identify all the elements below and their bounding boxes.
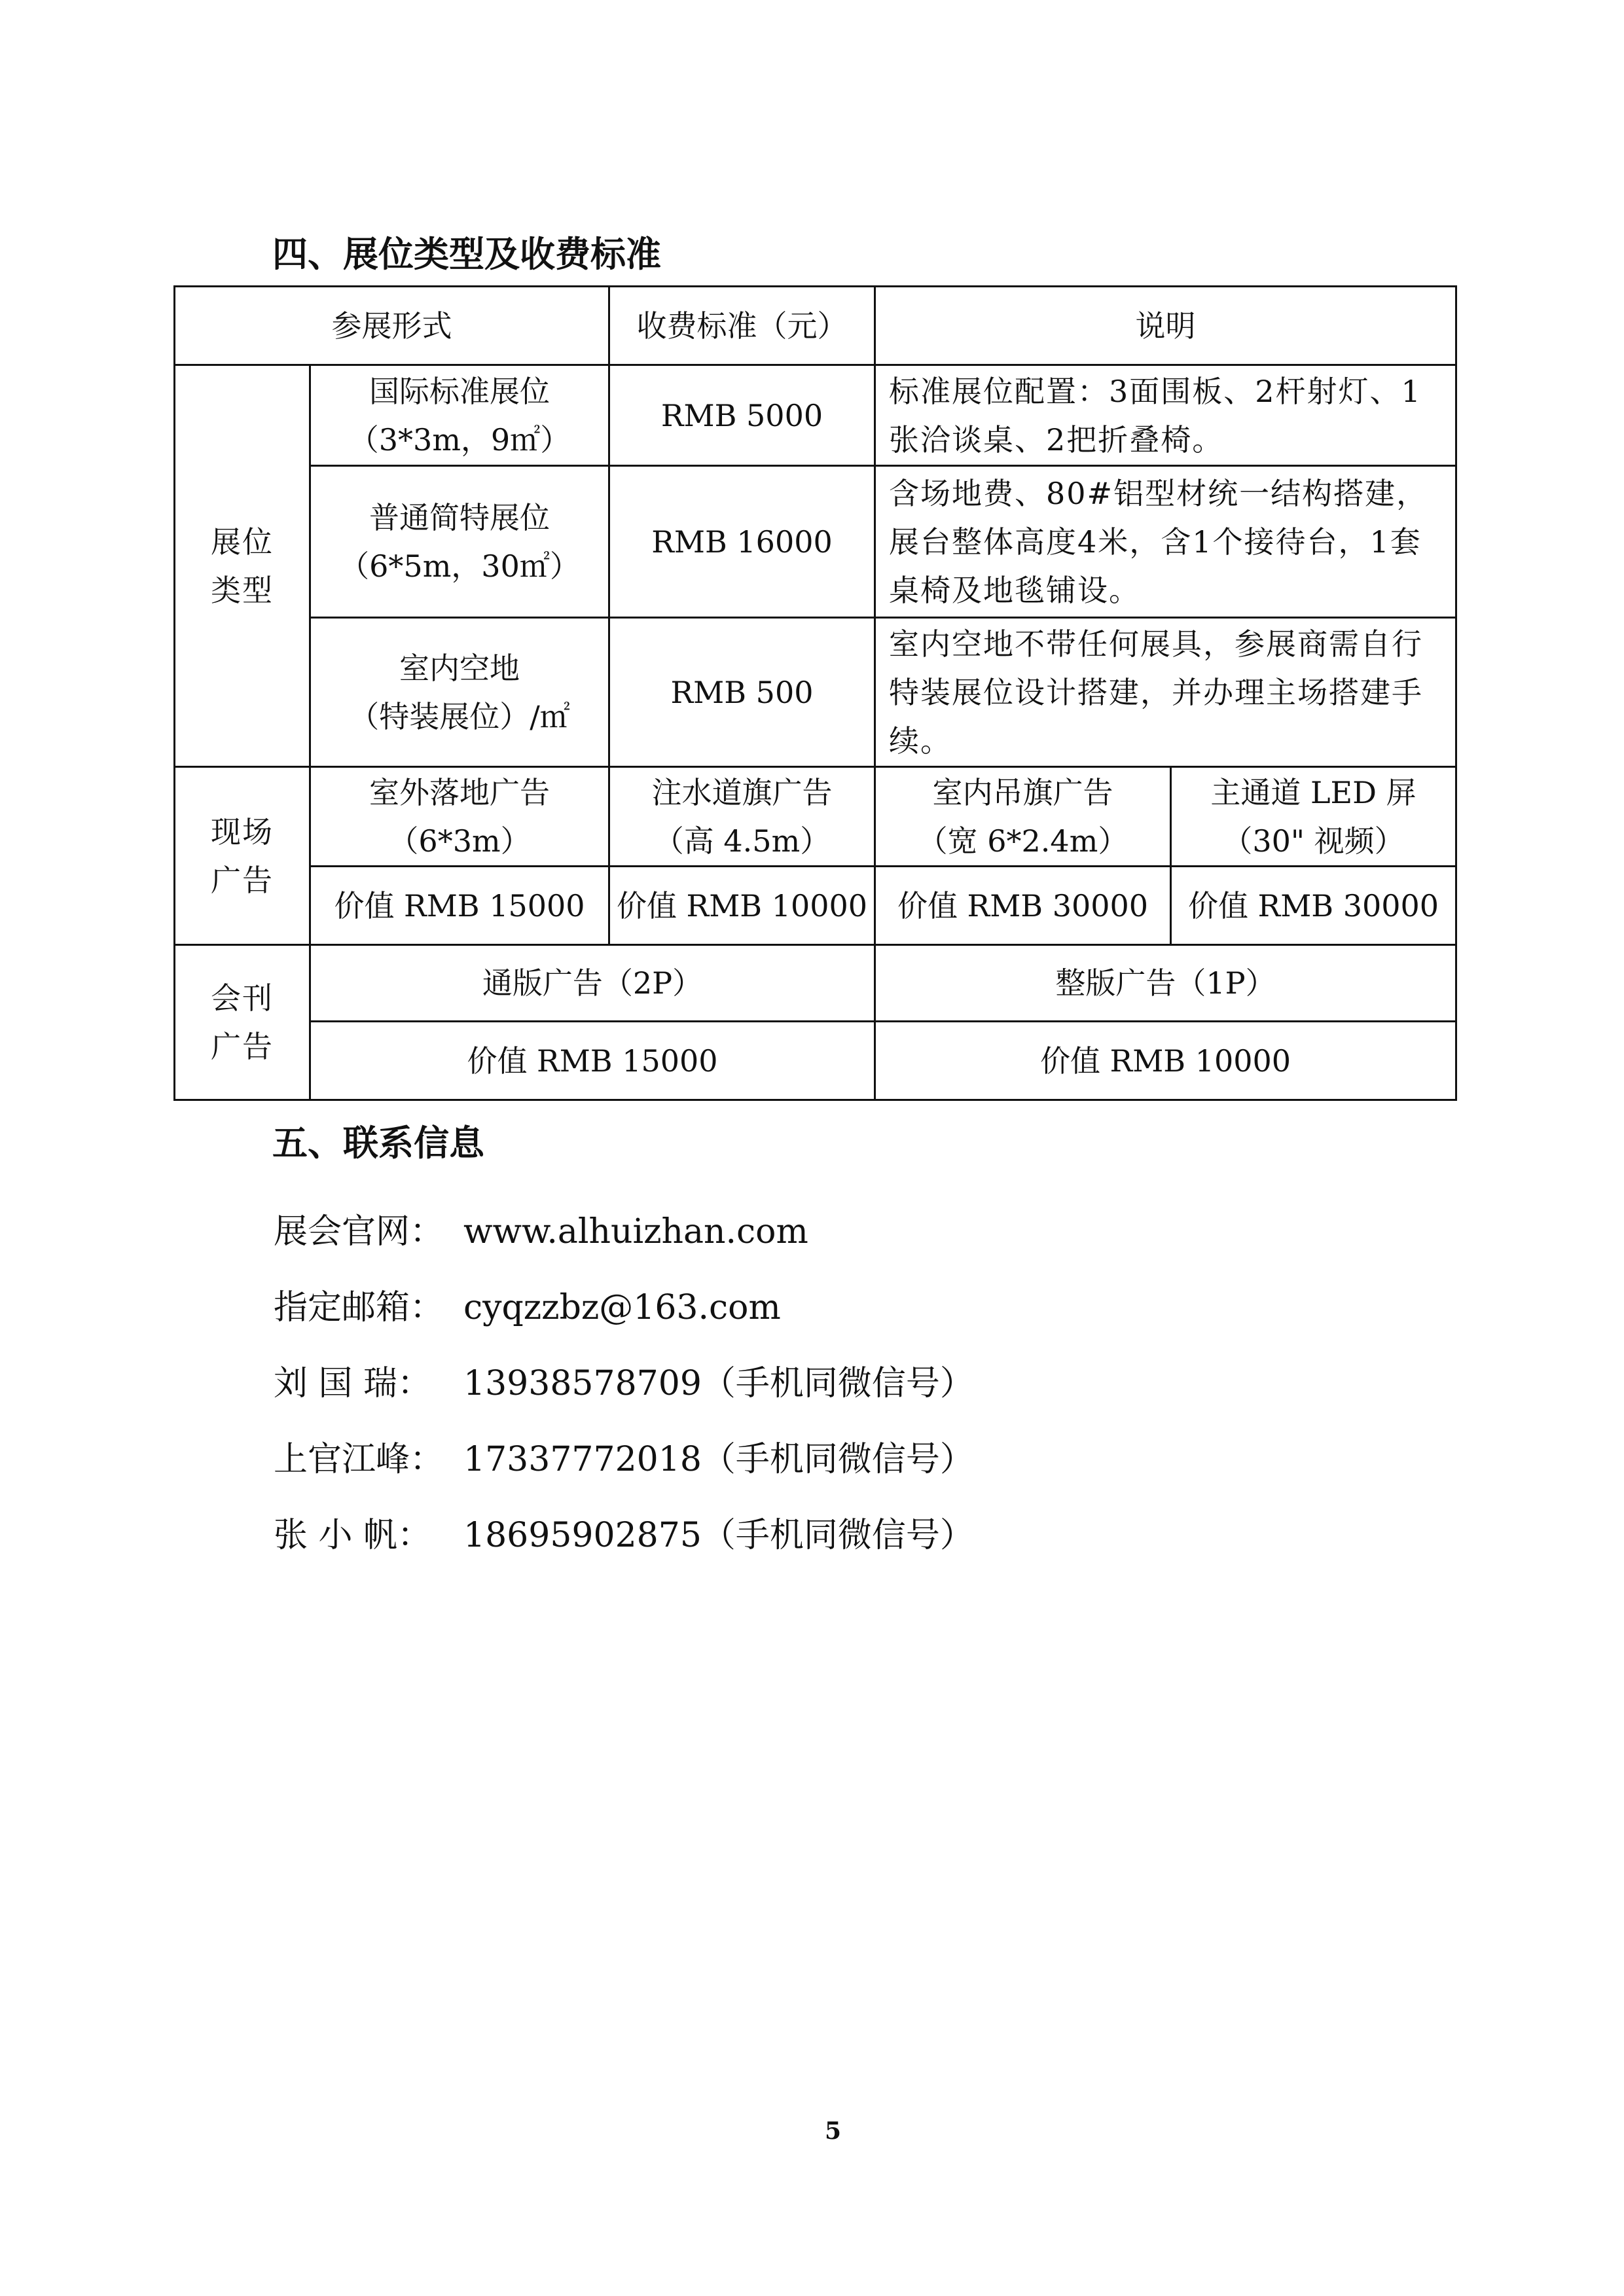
onsite-ad-label: 现场广告 <box>175 767 310 945</box>
journal-ad-label: 会刊广告 <box>175 945 310 1100</box>
onsite-ad-price: 价值 RMB 30000 <box>1171 867 1456 945</box>
booth-fee: RMB 16000 <box>609 466 875 618</box>
onsite-ad-price: 价值 RMB 10000 <box>609 867 875 945</box>
booth-fee: RMB 5000 <box>609 365 875 466</box>
table-row <box>175 945 1456 1022</box>
contact-label: 上官江峰： <box>274 1440 444 1479</box>
booth-name: 普通简特展位 （6*5m，30㎡） <box>310 466 609 618</box>
booth-name: 国际标准展位 （3*3m，9㎡） <box>310 365 609 466</box>
table-row <box>175 1022 1456 1100</box>
table-row <box>175 767 1456 867</box>
onsite-ad-price: 价值 RMB 15000 <box>310 867 609 945</box>
contact-label: 展会官网： <box>274 1212 444 1251</box>
table-row <box>175 618 1456 767</box>
table-row <box>175 365 1456 466</box>
contact-website <box>274 1212 808 1251</box>
contact-value: 18695902875（手机同微信号） <box>463 1516 974 1555</box>
contact-person <box>274 1440 974 1479</box>
onsite-ad-item: 主通道 LED 屏 （30" 视频） <box>1171 767 1456 867</box>
contact-person <box>274 1516 974 1555</box>
contact-person <box>274 1364 974 1403</box>
booth-note: 标准展位配置：3面围板、2杆射灯、1张洽谈桌、2把折叠椅。 <box>875 365 1456 466</box>
section-5-title: 五、联系信息 <box>272 1122 484 1164</box>
fee-table <box>173 285 1457 1101</box>
contact-value: 13938578709（手机同微信号） <box>463 1364 974 1403</box>
contact-value: cyqzzbz@163.com <box>463 1288 781 1327</box>
booth-note: 室内空地不带任何展具，参展商需自行特装展位设计搭建，并办理主场搭建手续。 <box>875 618 1456 767</box>
journal-ad-item: 整版广告（1P） <box>875 945 1456 1022</box>
contact-label: 指定邮箱： <box>274 1288 444 1327</box>
booth-fee: RMB 500 <box>609 618 875 767</box>
contact-email <box>274 1288 781 1327</box>
journal-ad-price: 价值 RMB 10000 <box>875 1022 1456 1100</box>
section-4-title: 四、展位类型及收费标准 <box>272 234 661 275</box>
contact-label: 刘 国 瑞： <box>274 1364 432 1403</box>
header-form: 参展形式 <box>175 287 609 365</box>
page-number: 5 <box>825 2117 842 2145</box>
contact-value: 17337772018（手机同微信号） <box>463 1440 974 1479</box>
onsite-ad-item: 室内吊旗广告 （宽 6*2.4m） <box>875 767 1171 867</box>
onsite-ad-item: 室外落地广告 （6*3m） <box>310 767 609 867</box>
booth-note: 含场地费、80#铝型材统一结构搭建，展台整体高度4米，含1个接待台，1套桌椅及地毯铺设。 <box>875 466 1456 618</box>
journal-ad-price: 价值 RMB 15000 <box>310 1022 875 1100</box>
table-row <box>175 466 1456 618</box>
table-header-row <box>175 287 1456 365</box>
contact-label: 张 小 帆： <box>274 1516 432 1555</box>
contact-value: www.alhuizhan.com <box>463 1212 808 1251</box>
booth-name: 室内空地 （特装展位）/㎡ <box>310 618 609 767</box>
booth-type-label: 展位类型 <box>175 365 310 767</box>
header-note: 说明 <box>875 287 1456 365</box>
journal-ad-item: 通版广告（2P） <box>310 945 875 1022</box>
onsite-ad-item: 注水道旗广告 （高 4.5m） <box>609 767 875 867</box>
onsite-ad-price: 价值 RMB 30000 <box>875 867 1171 945</box>
header-fee: 收费标准（元） <box>609 287 875 365</box>
table-row <box>175 867 1456 945</box>
